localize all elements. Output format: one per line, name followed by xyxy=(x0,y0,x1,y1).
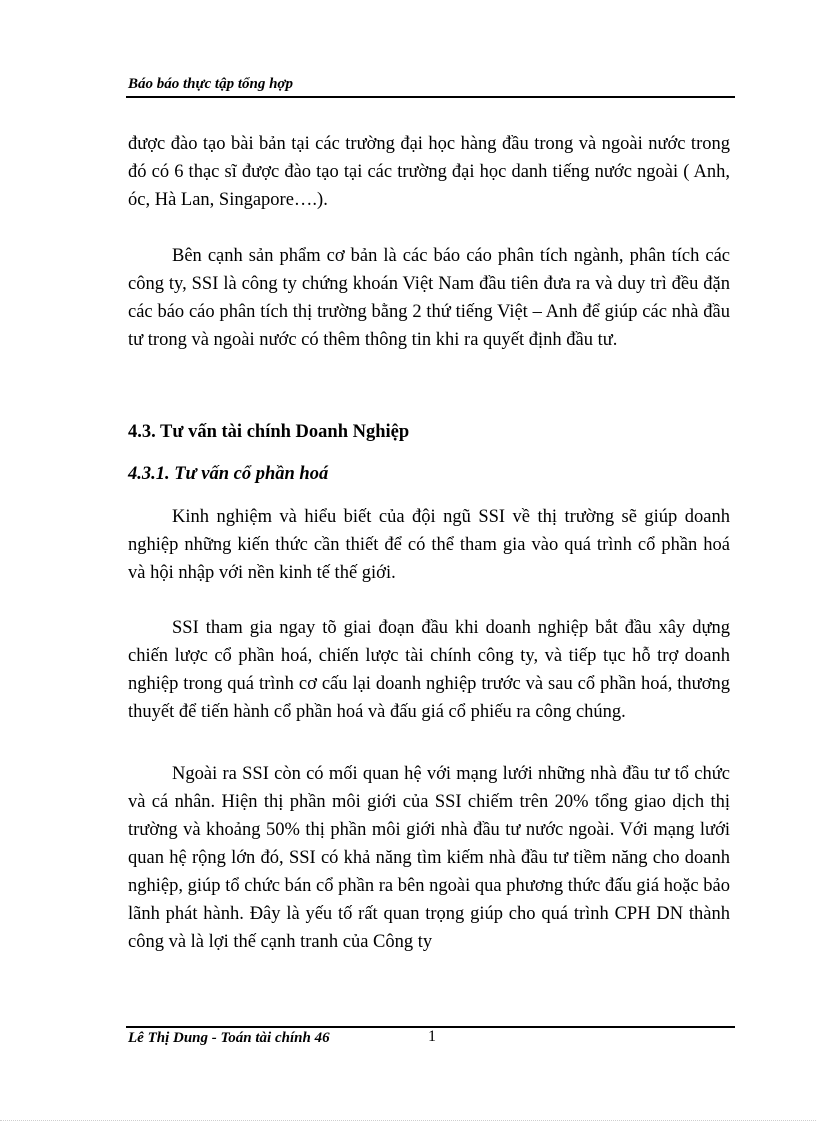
page-edge xyxy=(0,1120,816,1121)
paragraph-1: được đào tạo bài bản tại các trường đại học hàng đầu trong và ngoài nước trong đó có 6 thạc sĩ được đào tạo tại các trường đại học danh tiếng nước ngoài ( Anh, óc, Hà Lan, Singapore….). xyxy=(128,134,730,210)
subsection-heading: 4.3.1. Tư vấn cổ phần hoá xyxy=(128,464,329,484)
header-divider xyxy=(126,96,735,98)
page-number: 1 xyxy=(428,1028,436,1045)
paragraph-5: Ngoài ra SSI còn có mối quan hệ với mạng lưới những nhà đầu tư tổ chức và cá nhân. Hiện thị phần môi giới của SSI chiếm trên 20% tổng giao dịch thị trường và khoảng 50% thị phần môi giới nhà đầu tư nước ngoài. Với mạng lưới quan hệ rộng lớn đó, SSI có khả năng tìm kiếm nhà đầu tư tiềm năng cho doanh nghiệp, giúp tổ chức bán cổ phần ra bên ngoài qua phương thức đấu giá hoặc bảo lãnh phát hành. Đây là yếu tố rất quan trọng giúp cho quá trình CPH DN thành công và là lợi thế cạnh tranh của Công ty xyxy=(128,764,730,952)
section-heading: 4.3. Tư vấn tài chính Doanh Nghiệp xyxy=(128,422,410,442)
footer-author: Lê Thị Dung - Toán tài chính 46 xyxy=(128,1030,330,1046)
paragraph-2: Bên cạnh sản phẩm cơ bản là các báo cáo phân tích ngành, phân tích các công ty, SSI là công ty chứng khoán Việt Nam đầu tiên đưa ra và duy trì đều đặn các báo cáo phân tích thị trường bằng 2 thứ tiếng Việt – Anh để giúp các nhà đầu tư trong và ngoài nước có thêm thông tin khi ra quyết định đầu tư. xyxy=(128,246,730,350)
paragraph-3: Kinh nghiệm và hiểu biết của đội ngũ SSI về thị trường sẽ giúp doanh nghiệp những kiến thức cần thiết để có thể tham gia vào quá trình cổ phần hoá và hội nhập với nền kinh tế thế giới. xyxy=(128,507,730,583)
page-header-title: Báo báo thực tập tổng hợp xyxy=(128,76,293,92)
paragraph-4: SSI tham gia ngay tõ giai đoạn đầu khi doanh nghiệp bắt đầu xây dựng chiến lược cổ phần hoá, chiến lược tài chính công ty, và tiếp tục hỗ trợ doanh nghiệp trong quá trình cơ cấu lại doanh nghiệp trước và sau cổ phần hoá, thương thuyết để tiến hành cổ phần hoá và đấu giá cổ phiếu ra công chúng. xyxy=(128,618,730,722)
